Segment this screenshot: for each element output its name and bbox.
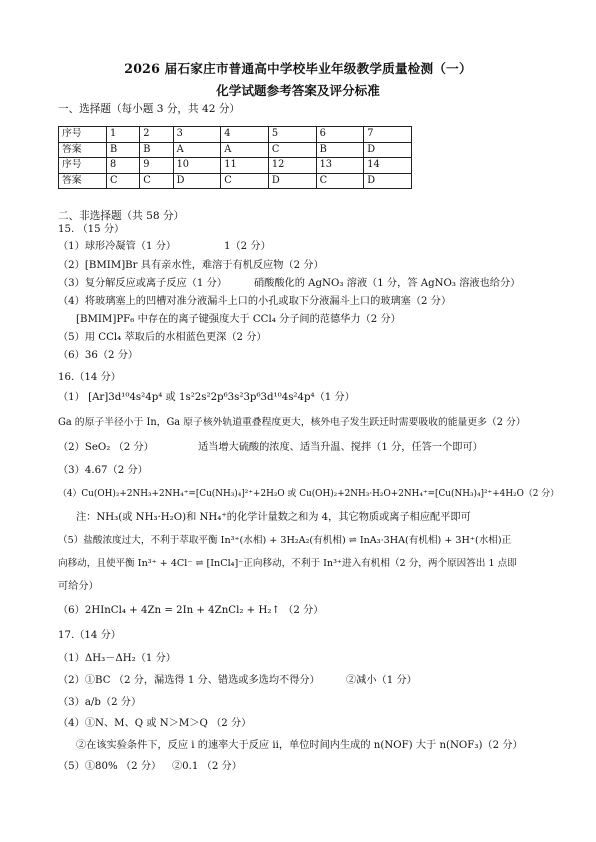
q17-answer-1: （1）ΔH₃－ΔH₂（1 分） xyxy=(58,653,176,664)
table-cell: D xyxy=(364,142,412,158)
table-cell: B xyxy=(316,142,364,158)
q17-answer-3: （3）a/b（2 分） xyxy=(58,697,142,708)
page-subtitle: 化学试题参考答案及评分标准 xyxy=(216,83,380,98)
q15-answer-3a: （3）复分解反应或离子反应（1 分） xyxy=(58,278,228,289)
table-cell: 答案 xyxy=(59,173,107,189)
table-cell: 11 xyxy=(221,158,269,174)
table-cell: 8 xyxy=(107,158,140,174)
q16-heading: 16.（14 分） xyxy=(58,372,121,383)
table-cell: A xyxy=(173,142,221,158)
q16-answer-5b: 向移动，且使平衡 In³⁺ + 4Cl⁻ ⇌ [InCl₄]⁻正向移动，不利于 In³⁺进入有机相（2 分，两个原因答出 1 点即 xyxy=(58,558,517,569)
table-cell: 12 xyxy=(268,158,316,174)
table-row xyxy=(59,127,412,143)
table-cell: 5 xyxy=(268,127,316,143)
q15-answer-4b: [BMIM]PF₆ 中存在的离子键强度大于 CCl₄ 分子间的范德华力（2 分） xyxy=(76,314,401,325)
q15-answer-6: （6）36（2 分） xyxy=(58,350,139,361)
answer-table xyxy=(58,126,412,189)
q16-answer-4-note: 注：NH₃(或 NH₃·H₂O)和 NH₄⁺的化学计量数之和为 4，其它物质或离子相应配平即可 xyxy=(76,512,471,523)
table-cell: B xyxy=(140,142,173,158)
q16-answer-5c: 可给分） xyxy=(58,581,99,592)
q17-answer-5a: （5）①80% （2 分） xyxy=(58,761,162,772)
q17-answer-4: （4）①N、M、Q 或 N＞M＞Q （2 分） xyxy=(58,718,252,729)
q15-answer-1b: 1（2 分） xyxy=(224,241,271,252)
q16-answer-5: （5）盐酸浓度过大，不利于萃取平衡 In³⁺(水相) + 3H₂A₂(有机相) ⇌ InA₃·3HA(有机相) + 3H⁺(水相)正 xyxy=(58,535,512,546)
q16-answer-2b: 适当增大硫酸的浓度、适当升温、搅拌（1 分，任答一个即可） xyxy=(198,442,483,453)
table-cell: 序号 xyxy=(59,127,107,143)
table-cell: D xyxy=(268,173,316,189)
table-cell: 1 xyxy=(107,127,140,143)
table-cell: 9 xyxy=(140,158,173,174)
q16-answer-1: （1） [Ar]3d¹⁰4s²4p⁴ 或 1s²2s²2p⁶3s²3p⁶3d¹⁰4s²4p⁴（1 分） xyxy=(58,392,355,403)
part2-heading: 二、非选择题（共 58 分） xyxy=(58,210,185,222)
q16-answer-1b: Ga 的原子半径小于 In，Ga 原子核外轨道重叠程度更大，核外电子发生跃迁时需要吸收的能量更多（2 分） xyxy=(58,417,526,428)
table-cell: 7 xyxy=(364,127,412,143)
q17-answer-2a: （2）①BC （2 分，漏选得 1 分、错选或多选均不得分） xyxy=(58,675,320,686)
table-cell: D xyxy=(364,173,412,189)
table-row xyxy=(59,158,412,174)
q15-answer-5: （5）用 CCl₄ 萃取后的水相蓝色更深（2 分） xyxy=(58,332,267,343)
table-cell: 答案 xyxy=(59,142,107,158)
table-cell: B xyxy=(107,142,140,158)
q15-answer-2: （2）[BMIM]Br 具有亲水性，难溶于有机反应物（2 分） xyxy=(58,260,324,271)
table-cell: 13 xyxy=(316,158,364,174)
table-cell: 10 xyxy=(173,158,221,174)
q17-heading: 17.（14 分） xyxy=(58,630,121,641)
table-cell: A xyxy=(221,142,269,158)
table-row xyxy=(59,142,412,158)
table-cell: 6 xyxy=(316,127,364,143)
page-title: 2026 届石家庄市普通高中学校毕业年级教学质量检测（一） xyxy=(124,61,472,76)
q15-answer-1a: （1）球形冷凝管（1 分） xyxy=(58,241,177,252)
table-cell: C xyxy=(107,173,140,189)
q16-answer-6: （6）2HInCl₄ + 4Zn = 2In + 4ZnCl₂ + H₂↑ （2 分） xyxy=(58,605,324,616)
q15-heading: 15. （15 分） xyxy=(58,224,125,235)
q17-answer-5b: ②0.1 （2 分） xyxy=(172,761,242,772)
table-cell: 2 xyxy=(140,127,173,143)
q16-answer-2a: （2）SeO₂ （2 分） xyxy=(58,442,154,453)
q17-answer-2b: ②减小（1 分） xyxy=(346,675,417,686)
table-cell: D xyxy=(173,173,221,189)
table-cell: 3 xyxy=(173,127,221,143)
table-cell: C xyxy=(316,173,364,189)
q15-answer-3b: 硝酸酸化的 AgNO₃ 溶液（1 分，答 AgNO₃ 溶液也给分） xyxy=(254,278,521,289)
table-cell: C xyxy=(221,173,269,189)
q16-answer-3: （3）4.67（2 分） xyxy=(58,465,148,476)
table-cell: 14 xyxy=(364,158,412,174)
q16-answer-4: （4）Cu(OH)₂+2NH₃+2NH₄⁺=[Cu(NH₃)₄]²⁺+2H₂O 或 Cu(OH)₂+2NH₃·H₂O+2NH₄⁺=[Cu(NH₃)₄]²⁺+4H₂O（2 分） xyxy=(58,489,559,499)
table-row xyxy=(59,173,412,189)
part1-heading: 一、选择题（每小题 3 分，共 42 分） xyxy=(58,103,241,115)
table-cell: 序号 xyxy=(59,158,107,174)
q17-answer-4b: ②在该实验条件下，反应 i 的速率大于反应 ii，单位时间内生成的 n(NOF) 大于 n(NOF₃)（2 分） xyxy=(76,740,523,751)
table-cell: 4 xyxy=(221,127,269,143)
table-cell: C xyxy=(268,142,316,158)
table-cell: C xyxy=(140,173,173,189)
q15-answer-4: （4）将玻璃塞上的凹槽对准分液漏斗上口的小孔或取下分液漏斗上口的玻璃塞（2 分） xyxy=(58,296,452,307)
